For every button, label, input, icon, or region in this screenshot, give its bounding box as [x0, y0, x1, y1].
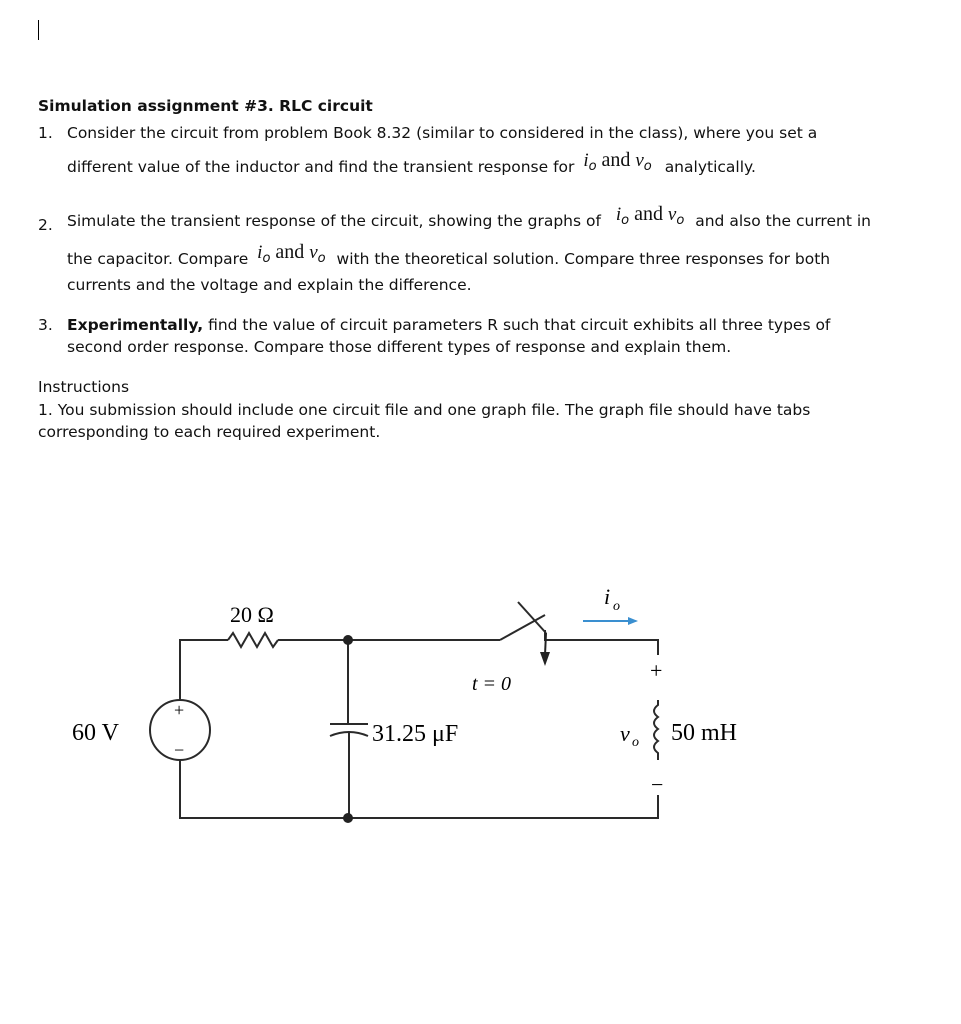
wire-bottom — [180, 760, 658, 818]
current-label: i — [604, 584, 611, 609]
source-minus: − — [174, 740, 185, 760]
current-arrow-head — [628, 617, 638, 625]
source-plus: + — [174, 700, 185, 720]
voltage-label: v — [620, 721, 630, 746]
instructions-line-2: corresponding to each required experiment. — [38, 423, 381, 441]
item-number-3: 3. — [38, 316, 53, 334]
junction-dot-bottom — [343, 813, 353, 823]
switch-arrow-shaft — [545, 633, 546, 655]
assignment-heading: Simulation assignment #3. RLC circuit — [38, 97, 373, 115]
item-1-line-1: Consider the circuit from problem Book 8.32 (similar to considered in the class), where you set a — [67, 124, 818, 142]
current-label-sub: o — [613, 599, 620, 614]
inductor-plus: + — [650, 658, 663, 683]
item-1-line-2: different value of the inductor and find the transient response for $i_o$ and $v_o$ analytically. — [67, 149, 756, 176]
item-2-line-3: currents and the voltage and explain the difference. — [67, 276, 472, 294]
source-label: 60 V — [72, 720, 119, 746]
voltage-label-sub: o — [632, 735, 639, 750]
item-2-line-2: the capacitor. Compare $i_o$ and $v_o$ with the theoretical solution. Compare three responses for both — [67, 241, 831, 268]
item-number-2: 2. — [38, 216, 53, 234]
switch-label: t = 0 — [472, 673, 512, 695]
instructions-title: Instructions — [38, 378, 130, 396]
wire-left-top — [180, 640, 228, 700]
item-3-line-1: Experimentally, find the value of circuit parameters R such that circuit exhibits all three types of — [67, 316, 831, 334]
inductor-minus: − — [651, 772, 664, 797]
wire-top-right — [545, 630, 658, 655]
inductor-label: 50 mH — [671, 720, 737, 746]
capacitor-label: 31.25 μF — [372, 721, 459, 747]
junction-dot-top — [343, 635, 353, 645]
switch-blade — [500, 615, 545, 640]
instructions-line-1: 1. You submission should include one circuit file and one graph file. The graph file should have tabs — [38, 401, 811, 419]
item-2-line-1: Simulate the transient response of the circuit, showing the graphs of $i_o$ and $v_o$ and also the current in — [67, 203, 871, 230]
item-3-line-2: second order response. Compare those different types of response and explain them. — [67, 338, 732, 356]
item-number-1: 1. — [38, 124, 53, 142]
resistor-symbol — [228, 633, 278, 647]
inductor-symbol — [654, 700, 658, 760]
resistor-label: 20 Ω — [230, 602, 274, 627]
